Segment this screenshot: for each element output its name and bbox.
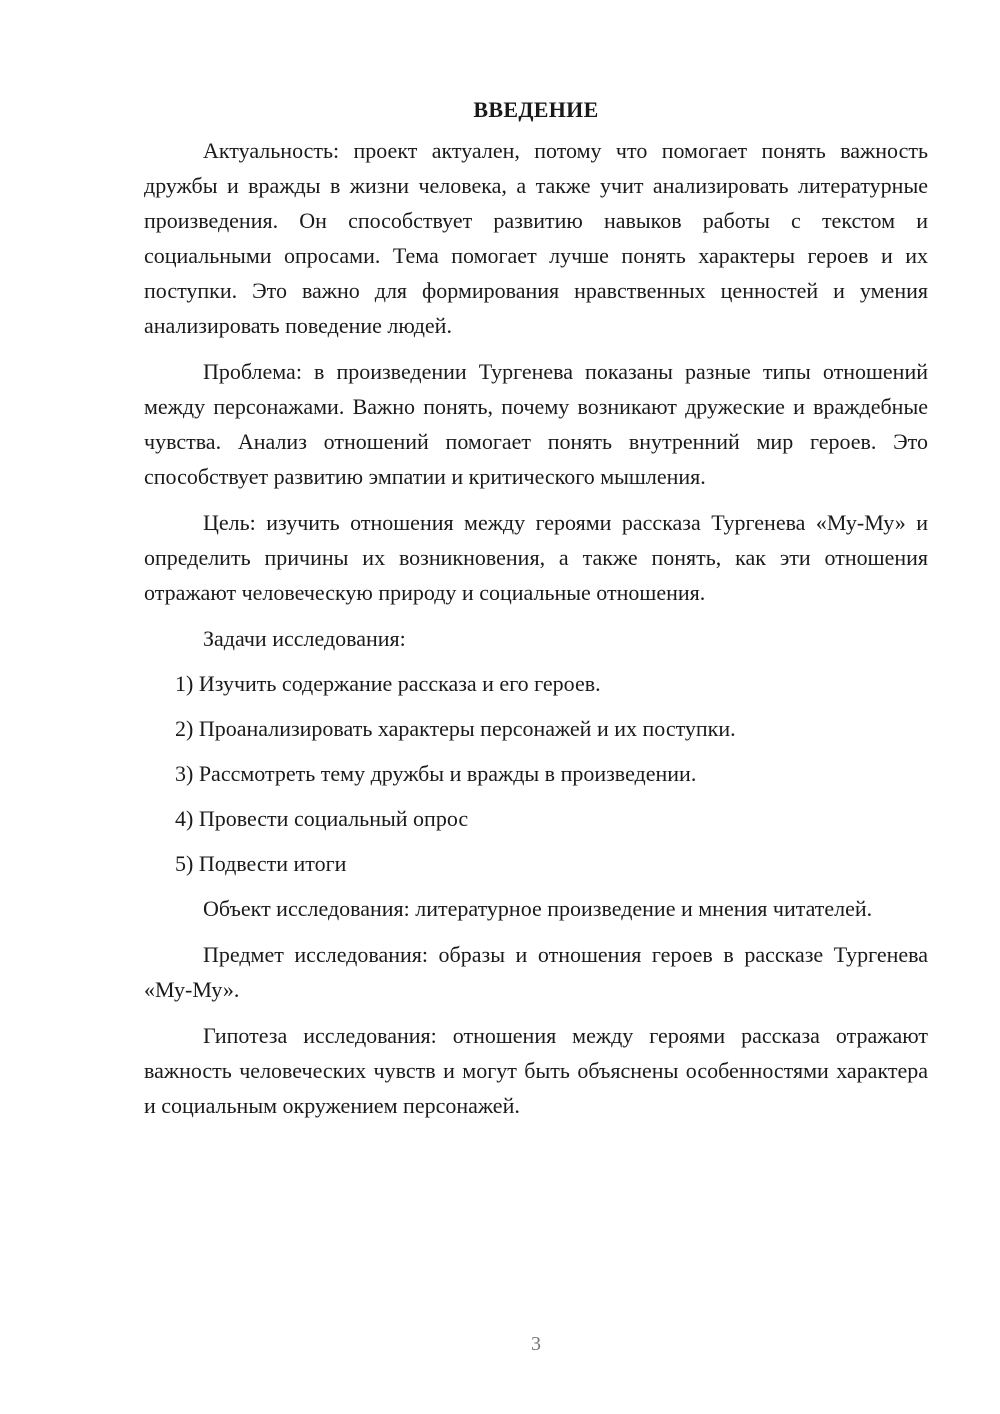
paragraph-problem: Проблема: в произведении Тургенева показаны разные типы отношений между персонажами. Важно понять, почему возникают дружеские и враждебные чувства. Анализ отношений помогает понять внутренний мир героев. Это способствует развитию эмпатии и критического мышления. xyxy=(144,359,928,489)
list-item: 3) Рассмотреть тему дружбы и вражды в произведении. xyxy=(175,761,697,786)
document-page xyxy=(144,92,928,1134)
list-item: 4) Провести социальный опрос xyxy=(175,806,469,831)
list-item: 1) Изучить содержание рассказа и его героев. xyxy=(175,671,601,696)
paragraph-subject: Предмет исследования: образы и отношения героев в рассказе Тургенева «Му-Му». xyxy=(144,942,928,1002)
paragraph-hypothesis: Гипотеза исследования: отношения между героями рассказа отражают важность человеческих чувств и могут быть объяснены особенностями характера и социальным окружением персонажей. xyxy=(144,1023,928,1118)
page-title: ВВЕДЕНИЕ xyxy=(473,97,599,122)
tasks-heading: Задачи исследования: xyxy=(203,626,406,651)
paragraph-goal: Цель: изучить отношения между героями рассказа Тургенева «Му-Му» и определить причины их возникновения, а также понять, как эти отношения отражают человеческую природу и социальные отношения. xyxy=(144,510,928,605)
page-number: 3 xyxy=(531,1333,541,1355)
paragraph-relevance: Актуальность: проект актуален, потому что помогает понять важность дружбы и вражды в жизни человека, а также учит анализировать литературные произведения. Он способствует развитию навыков работы с текстом и социальными опросами. Тема помогает лучше понять характеры героев и их поступки. Это важно для формирования нравственных ценностей и умения анализировать поведение людей. xyxy=(144,138,928,338)
tasks-list xyxy=(144,666,928,881)
list-item: 5) Подвести итоги xyxy=(175,851,347,876)
list-item: 2) Проанализировать характеры персонажей и их поступки. xyxy=(175,716,736,741)
paragraph-object: Объект исследования: литературное произведение и мнения читателей. xyxy=(203,896,873,921)
